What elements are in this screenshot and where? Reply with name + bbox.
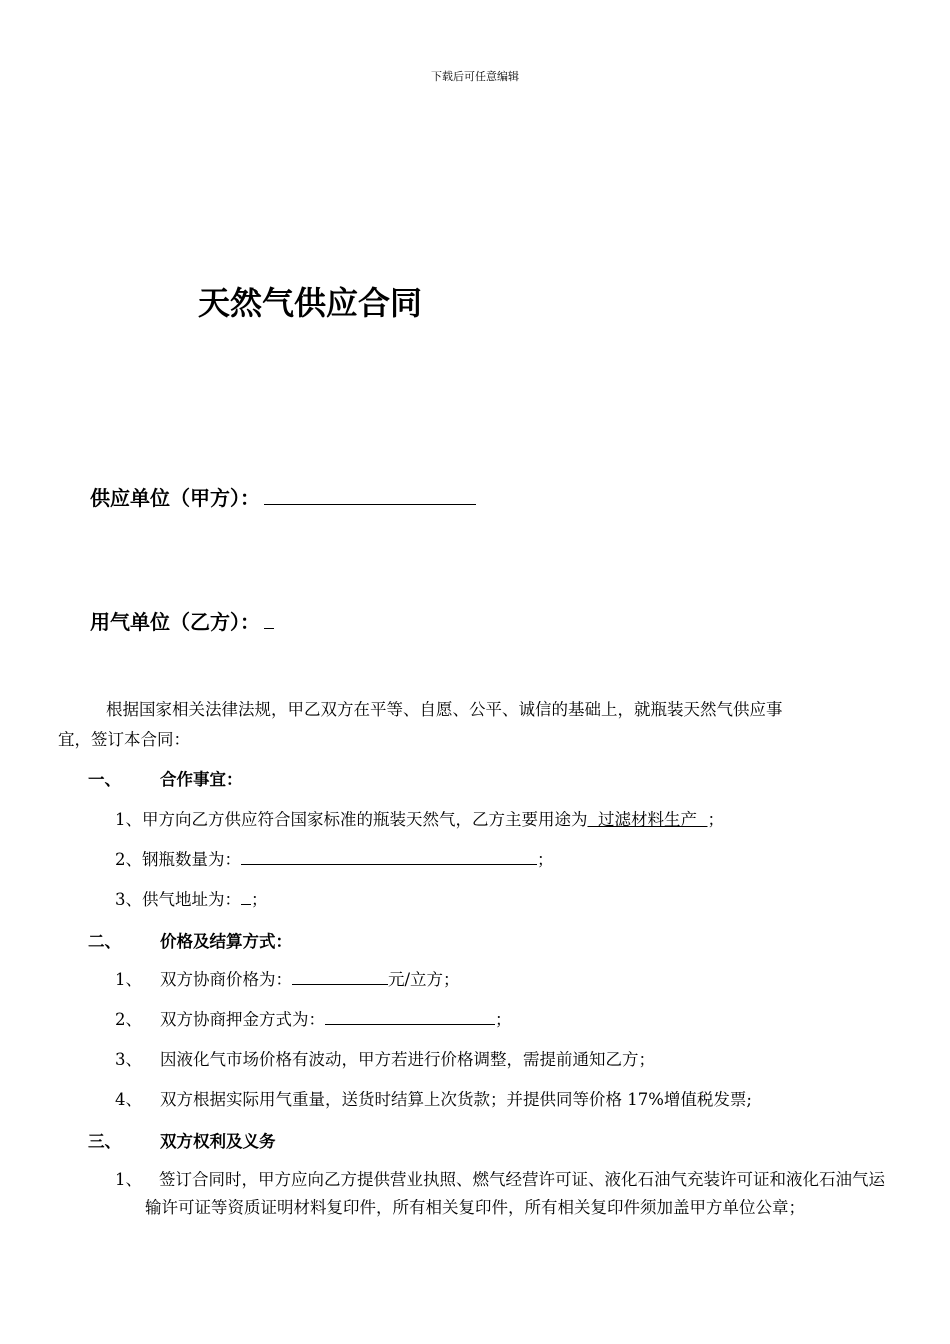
item-number: 1、 (115, 970, 142, 989)
section-3-heading (88, 1128, 276, 1152)
section-2-item-1 (115, 966, 460, 990)
intro-line-2: 宜，签订本合同： (58, 730, 190, 749)
section-2-heading (88, 928, 292, 952)
usage-value: 过滤材料生产 (587, 810, 708, 829)
item-end: ； (495, 1010, 512, 1029)
party-a-line (90, 482, 476, 511)
cylinder-count-blank (241, 850, 537, 865)
party-a-blank (264, 486, 476, 505)
section-1-title: 合作事宜： (160, 770, 243, 789)
section-2-item-2 (115, 1006, 512, 1030)
section-2-title: 价格及结算方式： (160, 932, 292, 951)
party-b-blank (264, 610, 274, 629)
party-b-line (90, 606, 274, 635)
item-text: 双方根据实际用气重量，送货时结算上次货款；并提供同等价格 17%增值税发票; (160, 1090, 752, 1109)
party-a-label: 供应单位（甲方）： (90, 486, 260, 510)
section-3-title: 双方权利及义务 (160, 1132, 276, 1151)
section-3-item-1 (145, 1166, 895, 1222)
section-1-item-3 (115, 886, 268, 910)
section-1-heading (88, 766, 243, 790)
deposit-blank (325, 1010, 495, 1025)
header-note: 下载后可任意编辑 (431, 70, 519, 83)
item-end: ； (251, 890, 268, 909)
intro-line-1: 根据国家相关法律法规，甲乙双方在平等、自愿、公平、诚信的基础上，就瓶装天然气供应事 (106, 700, 783, 719)
document-title: 天然气供应合同 (198, 284, 423, 322)
section-2-item-3 (115, 1046, 655, 1070)
price-blank (292, 970, 388, 985)
item-text: 双方协商价格为： (160, 970, 292, 989)
item-text: 因液化气市场价格有波动，甲方若进行价格调整，需提前通知乙方； (160, 1050, 655, 1069)
section-2-item-4 (115, 1086, 752, 1110)
item-text: 双方协商押金方式为： (160, 1010, 325, 1029)
section-1-number: 一、 (88, 770, 121, 789)
item-number: 3、 (115, 1050, 142, 1069)
item-end: ； (537, 850, 554, 869)
section-2-number: 二、 (88, 932, 121, 951)
item-number: 2、 (115, 1010, 142, 1029)
section-1-item-1 (115, 806, 724, 830)
address-blank (241, 890, 251, 905)
item-text: 2、钢瓶数量为： (115, 850, 241, 869)
item-end: 元/立方； (388, 970, 460, 989)
item-end: ； (707, 810, 724, 829)
party-b-label: 用气单位（乙方）： (90, 610, 260, 634)
section-3-item-1-number: 1、 (115, 1170, 142, 1189)
item-text: 签订合同时，甲方应向乙方提供营业执照、燃气经营许可证、液化石油气充装许可证和液化石油气运输许可证等资质证明材料复印件，所有相关复印件，所有相关复印件须加盖甲方单位公章； (145, 1170, 885, 1217)
item-number: 4、 (115, 1090, 142, 1109)
item-text: 1、甲方向乙方供应符合国家标准的瓶装天然气，乙方主要用途为 (115, 810, 588, 829)
item-text: 3、供气地址为： (115, 890, 241, 909)
section-1-item-2 (115, 846, 554, 870)
section-3-number: 三、 (88, 1132, 121, 1151)
